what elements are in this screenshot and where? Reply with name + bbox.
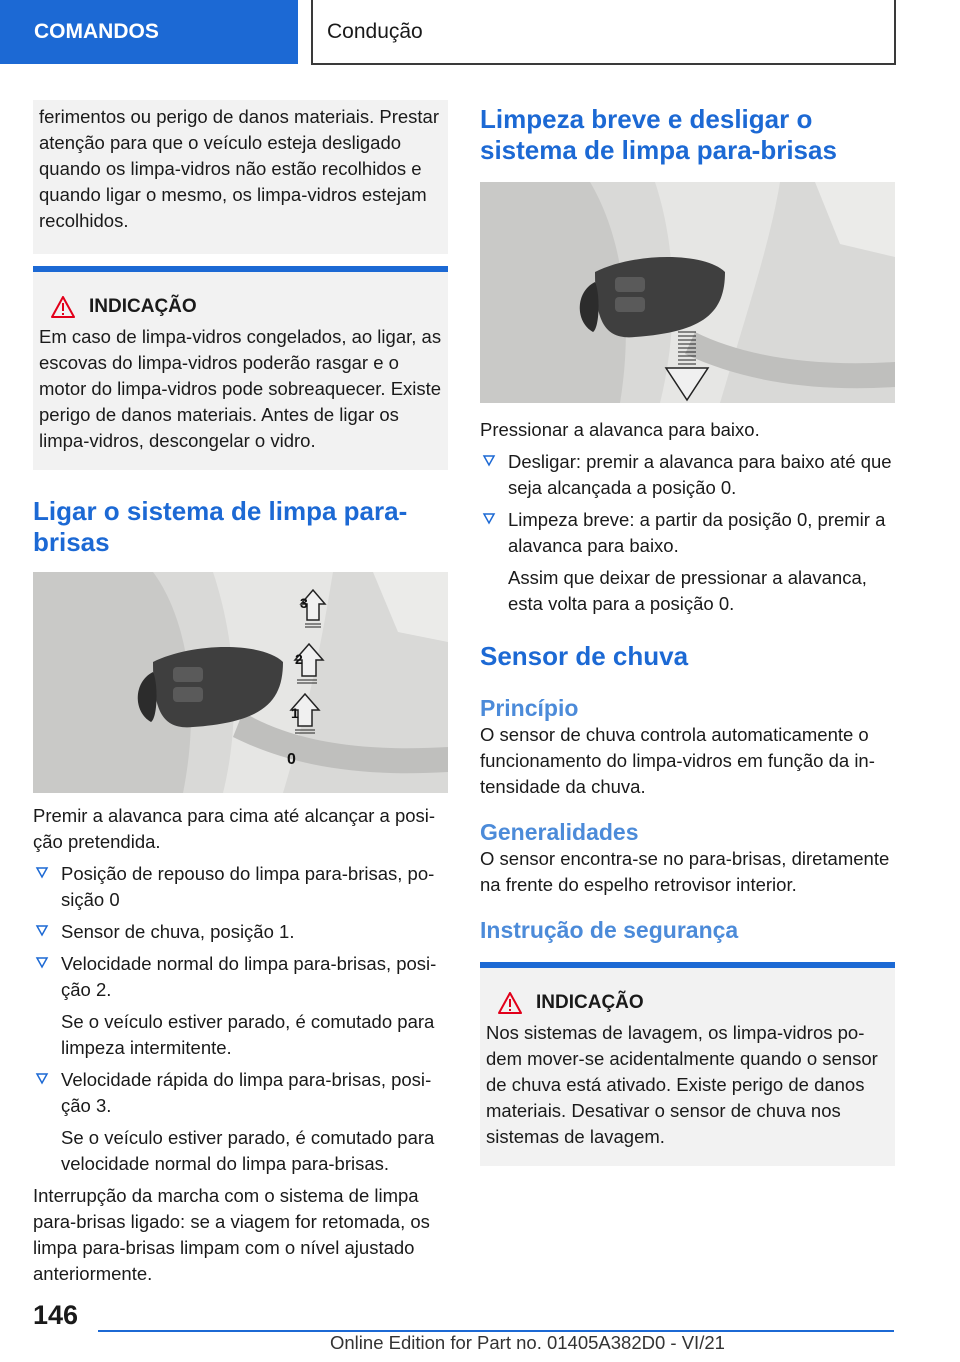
notice-title: INDICAÇÃO — [89, 296, 197, 317]
continued-warning-text: ferimentos ou perigo de danos materiais. Prestar atenção para que o veículo esteja desligado quando os limpa-vidros não estão recolhidos e quando ligar o mesmo, os limpa-vidros estejam recolhidos. — [39, 106, 440, 231]
left-column — [33, 100, 448, 1287]
triangle-bullet-icon — [482, 511, 496, 525]
triangle-bullet-icon — [35, 923, 49, 937]
principle-text: O sensor de chuva controla automaticamente o funcionamento do limpa-vidros em função da intensidade da chuva. — [480, 724, 875, 797]
right-bullet-list — [480, 449, 895, 559]
list-item — [33, 919, 448, 945]
list-item — [33, 951, 448, 1003]
figure-label-0: 0 — [287, 751, 296, 768]
triangle-bullet-icon — [35, 1071, 49, 1085]
list-item — [480, 507, 895, 559]
bullet-text: Limpeza breve: a partir da posição 0, premir a alavanca para baixo. — [508, 509, 886, 556]
triangle-bullet-icon — [35, 865, 49, 879]
triangle-bullet-icon — [35, 955, 49, 969]
left-bullet-list-cont — [33, 1067, 448, 1119]
left-closing: Interrupção da marcha com o sistema de limpa para-brisas ligado: se a viagem for retomada, os limpa para-brisas limpam com o nível ajustado anteriormente. — [33, 1185, 430, 1284]
page-number: 146 — [33, 1300, 79, 1330]
left-bullet-list — [33, 861, 448, 1003]
notice-box-right — [480, 962, 895, 1166]
notice-heading — [486, 990, 889, 1016]
heading-principle: Princípio — [480, 695, 579, 721]
bullet-subtext: Se o veículo estiver parado, é comutado para limpeza intermitente. — [61, 1011, 435, 1058]
warning-icon — [51, 296, 75, 318]
bullet-text: Velocidade normal do limpa para-brisas, posição 2. — [61, 953, 437, 1000]
list-item — [33, 1067, 448, 1119]
notice-heading — [39, 294, 442, 320]
warning-icon — [498, 992, 522, 1014]
figure-label-1: 1 — [291, 705, 299, 721]
continued-warning — [33, 100, 448, 254]
heading-switch-on-wiper: Ligar o sistema de limpa para-brisas — [33, 496, 408, 557]
figure-label-3: 3 — [300, 595, 308, 611]
wiper-lever-up-figure — [33, 572, 448, 793]
heading-safety: Instrução de segurança — [480, 917, 739, 943]
list-item — [480, 449, 895, 501]
footer-edition: Online Edition for Part no. 01405A382D0 - VI/21 — [330, 1332, 725, 1353]
bullet-subtext: Assim que deixar de pressionar a alavanca, esta volta para a posição 0. — [508, 567, 867, 614]
list-item — [33, 861, 448, 913]
heading-rain-sensor: Sensor de chuva — [480, 641, 689, 671]
wiper-lever-down-figure — [480, 182, 895, 403]
section-title: Condução — [311, 0, 896, 65]
notice-text: Nos sistemas de lavagem, os limpa-vidros podem mover-se acidentalmente quando o sensor de chuva está ativado. Existe perigo de danos materiais. Desativar o sensor de chuva nos sistemas de lavagem. — [486, 1022, 878, 1147]
chapter-tab: COMANDOS — [0, 0, 298, 64]
figure-label-2: 2 — [295, 651, 303, 667]
bullet-text: Posição de repouso do limpa para-brisas, posição 0 — [61, 863, 435, 910]
notice-box-left — [33, 266, 448, 470]
bullet-text: Sensor de chuva, posição 1. — [61, 921, 295, 942]
heading-brief-wipe: Limpeza breve e desligar o sistema de limpa para-brisas — [480, 104, 837, 165]
bullet-text: Velocidade rápida do limpa para-brisas, posição 3. — [61, 1069, 432, 1116]
notice-title: INDICAÇÃO — [536, 992, 644, 1013]
right-intro: Pressionar a alavanca para baixo. — [480, 419, 760, 440]
right-column — [480, 100, 895, 1166]
general-text: O sensor encontra-se no para-brisas, diretamente na frente do espelho retrovisor interior. — [480, 848, 890, 895]
notice-text: Em caso de limpa-vidros congelados, ao ligar, as escovas do limpa-vidros poderão rasgar e o motor do limpa-vidros pode sobreaquecer. Existe perigo de danos materiais. Antes de ligar os limpa-vidros, descongelar o vidro. — [39, 326, 442, 451]
left-intro: Premir a alavanca para cima até alcançar a posição pretendida. — [33, 805, 436, 852]
bullet-subtext: Se o veículo estiver parado, é comutado para velocidade normal do limpa para-brisas. — [61, 1127, 435, 1174]
bullet-text: Desligar: premir a alavanca para baixo até que seja alcançada a posição 0. — [508, 451, 892, 498]
triangle-bullet-icon — [482, 453, 496, 467]
heading-general: Generalidades — [480, 819, 639, 845]
